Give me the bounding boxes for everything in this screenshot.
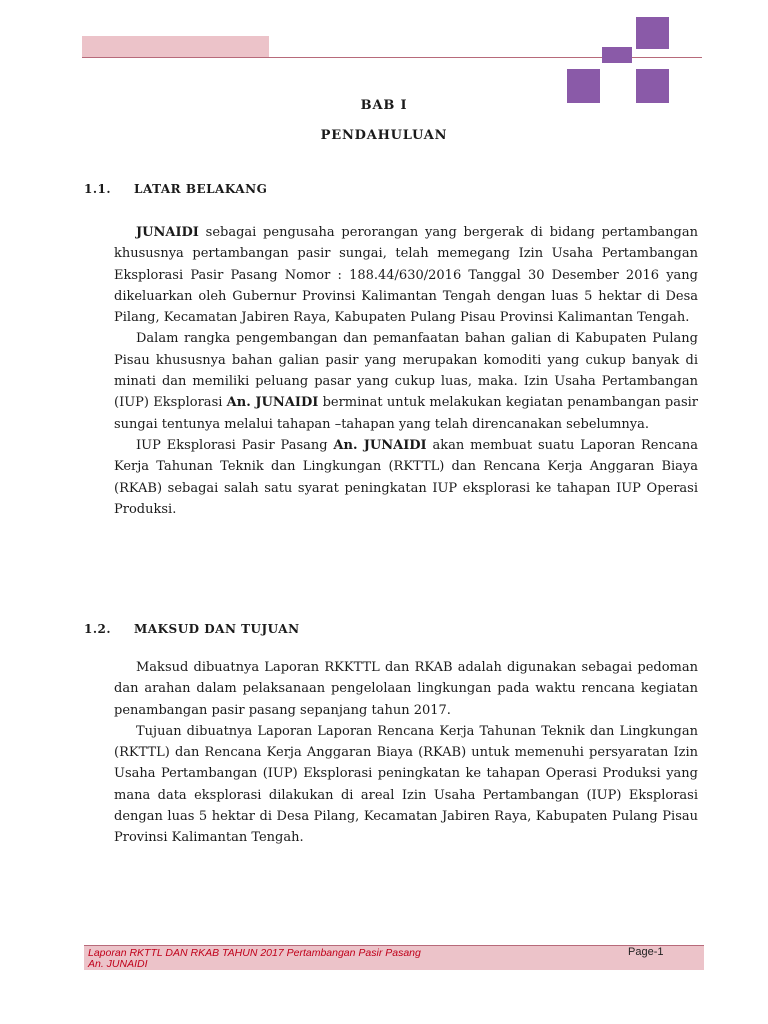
text-run: berminat untuk melakukan kegiatan penambangan pasir sungai tentunya melalui tahapan –tahapan yang telah direncanakan sebelumnya.	[114, 395, 699, 432]
section-heading	[84, 622, 300, 636]
chapter-number: BAB I	[360, 98, 408, 113]
footer-line: An. JUNAIDI	[88, 958, 148, 970]
decor-square	[602, 47, 632, 63]
paragraph	[114, 222, 698, 328]
text-run: Dalam rangka pengembangan dan pemanfaatan bahan galian di Kabupaten Pulang Pisau khususnya bahan galian pasir yang merupakan komoditi yang cukup banyak di minati dan memiliki peluang pasar yang cukup luas, maka. Izin Usaha Pertambangan (IUP) Eksplorasi	[114, 331, 698, 411]
text-run: sebagai pengusaha perorangan yang bergerak di bidang pertambangan khususnya pertambangan pasir sungai, telah memegang Izin Usaha Pertambangan Eksplorasi Pasir Pasang Nomor : 188.44/630/2016 Tanggal 30 Desember 2016 yang dikeluarkan oleh Gubernur Provinsi Kalimantan Tengah dengan luas 5 hektar di Desa Pilang, Kecamatan Jabiren Raya, Kabupaten Pulang Pisau Provinsi Kalimantan Tengah.	[114, 225, 698, 326]
footer-title	[88, 948, 528, 970]
section-number: 1.1.	[84, 182, 112, 196]
section-body	[114, 222, 698, 520]
chapter-title: PENDAHULUAN	[320, 128, 448, 143]
text-run: Maksud dibuatnya Laporan RKKTTL dan RKAB adalah digunakan sebagai pedoman dan arahan dalam pelaksanaan pengelolaan lingkungan pada waktu rencana kegiatan penambangan pasir pasang sepanjang tahun 2017.	[114, 660, 698, 718]
bold-text: JUNAIDI	[136, 225, 199, 240]
page-value: -1	[653, 946, 664, 958]
text-run: IUP Eksplorasi Pasir Pasang	[136, 437, 334, 453]
section-number: 1.2.	[84, 622, 112, 636]
paragraph	[114, 328, 698, 434]
paragraph	[114, 657, 698, 721]
footer-divider	[84, 945, 704, 946]
header-decor-bar	[82, 36, 269, 58]
page-number	[628, 946, 663, 958]
page-label: Page	[628, 946, 654, 958]
section-heading	[84, 182, 267, 196]
footer-line: Laporan RKTTL DAN RKAB TAHUN 2017 Pertambangan Pasir Pasang	[88, 947, 421, 959]
text-run: akan membuat suatu Laporan Rencana Kerja Tahunan Teknik dan Lingkungan (RKTTL) dan Rencana Kerja Anggaran Biaya (RKAB) sebagai salah satu syarat peningkatan IUP eksplorasi ke tahapan IUP Operasi Produksi.	[114, 437, 698, 517]
section-title: MAKSUD DAN TUJUAN	[134, 622, 300, 636]
section-body	[114, 657, 698, 849]
paragraph	[114, 721, 698, 849]
decor-square	[636, 17, 669, 49]
bold-text: An. JUNAIDI	[226, 395, 319, 411]
paragraph	[114, 435, 698, 520]
section-title: LATAR BELAKANG	[134, 182, 268, 196]
bold-text: An. JUNAIDI	[333, 437, 427, 453]
text-run: Tujuan dibuatnya Laporan Laporan Rencana Kerja Tahunan Teknik dan Lingkungan (RKTTL) dan Rencana Kerja Anggaran Biaya (RKAB) untuk memenuhi persyaratan Izin Usaha Pertambangan (IUP) Eksplorasi peningkatan ke tahapan Operasi Produksi yang mana data eksplorasi dilakukan di areal Izin Usaha Pertambangan (IUP) Eksplorasi dengan luas 5 hektar di Desa Pilang, Kecamatan Jabiren Raya, Kabupaten Pulang Pisau Provinsi Kalimantan Tengah.	[114, 723, 698, 846]
